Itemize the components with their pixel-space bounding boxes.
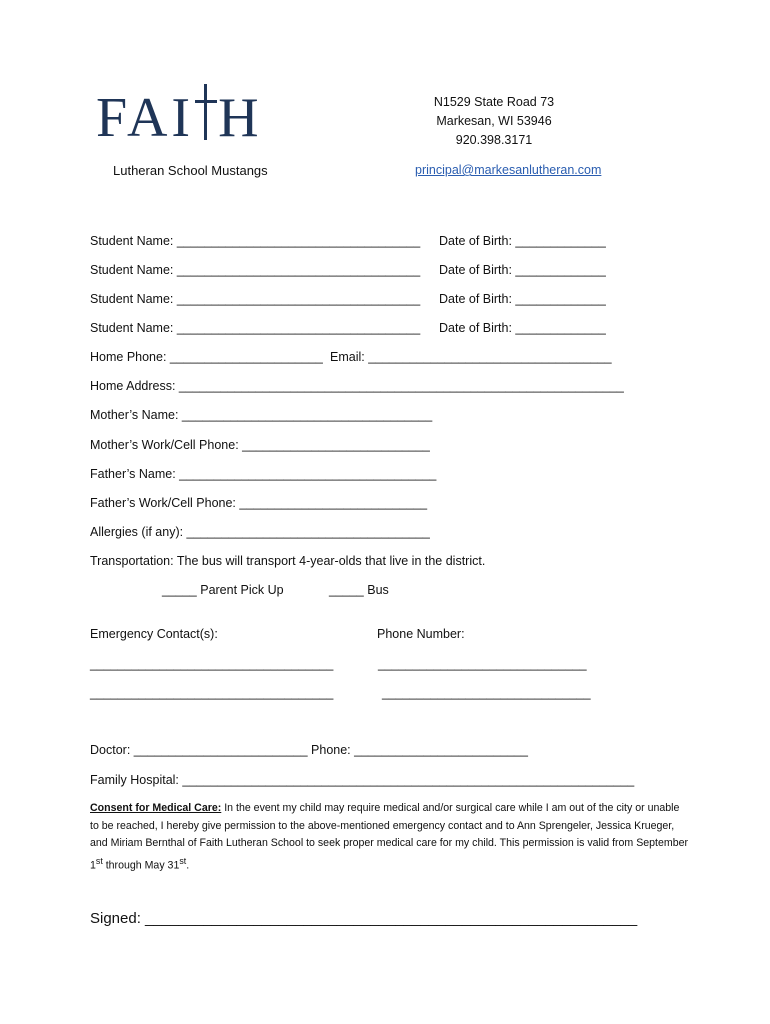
doctor-field[interactable]: Doctor: _________________________ Phone: _________________________ (90, 743, 528, 757)
dob-1-field[interactable]: Date of Birth: _____________ (439, 234, 606, 248)
consent-heading: Consent for Medical Care: (90, 802, 222, 814)
cross-icon (195, 88, 217, 136)
consent-text-2: through May 31 (102, 859, 180, 872)
consent-sup-1: st (95, 855, 103, 866)
bus-option[interactable]: _____ Bus (329, 583, 389, 597)
transportation-note: Transportation: The bus will transport 4-year-olds that live in the district. (90, 554, 486, 568)
emergency-phone-1-field[interactable]: ______________________________ (378, 657, 587, 671)
consent-text-1: In the event my child may require medical and/or surgical care while I am out of the city or unable to be reached, I hereby give permission to the above-mentioned emergency contact and to Ann Sprengeler, Jessica Krueger, and Miriam Bernthal of Faith Lutheran School to seek proper medical care for my child. This permission is valid from September 1 (90, 802, 689, 872)
home-phone-field[interactable]: Home Phone: ______________________ (90, 350, 323, 364)
dob-3-field[interactable]: Date of Birth: _____________ (439, 292, 606, 306)
emergency-contact-1-field[interactable]: ___________________________________ (90, 657, 334, 671)
home-address-field[interactable]: Home Address: ________________________________________________________________ (90, 379, 624, 393)
mother-phone-field[interactable]: Mother’s Work/Cell Phone: ___________________________ (90, 438, 430, 452)
dob-4-field[interactable]: Date of Birth: _____________ (439, 321, 606, 335)
student-name-4-field[interactable]: Student Name: ___________________________________ (90, 321, 421, 335)
dob-2-field[interactable]: Date of Birth: _____________ (439, 263, 606, 277)
school-tagline: Lutheran School Mustangs (113, 163, 268, 178)
signature-field[interactable]: Signed: ___________________________________________________________ (90, 910, 638, 927)
email-field[interactable]: Email: ___________________________________ (330, 350, 612, 364)
emergency-phone-2-field[interactable]: ______________________________ (382, 686, 591, 700)
student-name-1-field[interactable]: Student Name: ___________________________________ (90, 234, 421, 248)
phone-number-label: Phone Number: (377, 627, 465, 641)
student-name-2-field[interactable]: Student Name: ___________________________________ (90, 263, 421, 277)
faith-logo (96, 87, 263, 149)
allergies-field[interactable]: Allergies (if any): ___________________________________ (90, 525, 430, 539)
student-name-3-field[interactable]: Student Name: ___________________________________ (90, 292, 421, 306)
logo-text-start: FAI (96, 87, 195, 149)
logo-text-end: H (218, 87, 263, 149)
family-hospital-field[interactable]: Family Hospital: _________________________________________________________________ (90, 773, 635, 787)
address-line-2: Markesan, WI 53946 (436, 114, 552, 128)
consent-text-3: . (186, 859, 190, 872)
emergency-contacts-label: Emergency Contact(s): (90, 627, 218, 641)
address-line-1: N1529 State Road 73 (433, 95, 555, 109)
principal-email-link[interactable]: principal@markesanlutheran.com (415, 163, 602, 177)
school-phone: 920.398.3171 (455, 133, 533, 147)
consent-sup-2: st (179, 855, 187, 866)
mother-name-field[interactable]: Mother’s Name: ____________________________________ (90, 408, 433, 422)
emergency-contact-2-field[interactable]: ___________________________________ (90, 686, 334, 700)
consent-paragraph (90, 800, 690, 875)
parent-pickup-option[interactable]: _____ Parent Pick Up (162, 583, 284, 597)
father-name-field[interactable]: Father’s Name: _____________________________________ (90, 467, 437, 481)
father-phone-field[interactable]: Father’s Work/Cell Phone: ___________________________ (90, 496, 428, 510)
